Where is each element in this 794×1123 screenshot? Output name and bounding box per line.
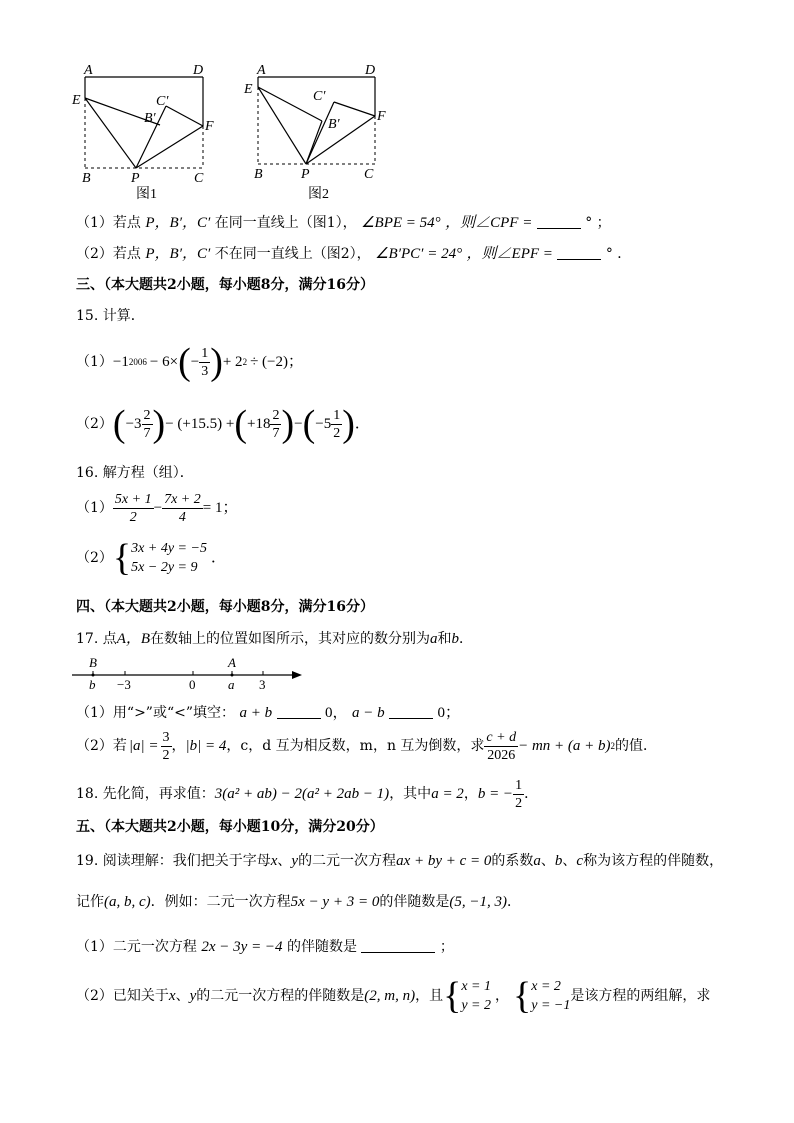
q16-p1-end: = 1； <box>202 500 238 516</box>
q14-p2-answer-blank[interactable] <box>557 245 601 260</box>
q15-p2-mixed1: −3 <box>125 416 142 432</box>
q14-p2-prefix: （2）若点 <box>76 246 141 262</box>
fig1-caption: 图1 <box>136 187 157 202</box>
fig1-label-e: E <box>72 93 81 108</box>
axis-tick-0: 0 <box>189 677 196 692</box>
system-brace-2: { <box>513 975 532 1017</box>
q15-p1-exponent: 2006 <box>128 357 147 367</box>
q14-p2-points: P，B′，C′ <box>145 246 211 262</box>
q17-p2-frac: $\frac{3}{2}$ <box>162 729 170 763</box>
fig2-label-e: E <box>244 82 253 97</box>
fig2-label-d: D <box>365 63 376 78</box>
number-line <box>70 654 310 694</box>
q14-part1 <box>76 214 611 232</box>
q16-p2-end: ． <box>210 550 226 566</box>
axis-point-a-label: A <box>228 655 236 670</box>
q15-p2-frac2: $\frac{2}{7}$ <box>272 407 280 441</box>
q15-p2-frac1: $\frac{2}{7}$ <box>143 407 151 441</box>
section-5-title: 五、（本大题共2小题，每小题10分，满分20分） <box>76 819 384 835</box>
q14-p2-mid: 不在同一直线上（图2）， <box>214 246 371 262</box>
q17-part2: （2）若 |a| = $\frac{3}{2}$ ， |b| = 4 ，c，d 互为相反数，m，n 互为倒数，求 $\frac{c + d}{2026}$ − mn + (a + b) 2 的值． <box>76 729 658 763</box>
fig2-label-a: A <box>257 63 266 78</box>
q14-p2-then: ，则∠EPF = <box>466 246 553 262</box>
q16-p1-minus: − <box>153 500 163 516</box>
fig2-label-c: C <box>364 167 374 182</box>
q15-p1-fraction: $\frac{1}{3}$ <box>201 345 209 379</box>
q15-p2-frac3: $\frac{1}{2}$ <box>333 407 341 441</box>
q15-part1 <box>76 340 303 384</box>
q16-p1-frac1: $\frac{5x + 1}{2}$ <box>114 491 152 525</box>
fig2-label-f: F <box>377 109 386 124</box>
q19-solution-1: x = 1 y = 2 <box>461 979 492 1013</box>
q18: 18. 先化简，再求值： 3(a² + ab) − 2(a² + 2ab − 1) ，其中 a = 2 ， b = − $\frac{1}{2}$ ． <box>76 777 539 811</box>
fig2-label-cprime: C′ <box>313 89 326 104</box>
q16-p1-frac2: $\frac{7x + 2}{4}$ <box>164 491 201 525</box>
fig1-label-p: P <box>131 171 140 186</box>
fig1-label-c: C <box>194 171 204 186</box>
q14-p1-end: ° ； <box>585 215 611 231</box>
axis-tick-neg3: −3 <box>117 677 131 692</box>
right-paren: ) <box>210 341 223 383</box>
geometry-figures <box>60 58 400 208</box>
axis-value-a: a <box>228 677 235 692</box>
fig1-label-b: B <box>82 171 91 186</box>
q15-p1-neg: − <box>190 354 200 370</box>
q16-p2-system <box>131 539 207 577</box>
figure-1 <box>71 63 214 202</box>
q19-line1: 19. 阅读理解：我们把关于字母x、y的二元一次方程ax + by + c = 0的系数a、b、c称为该方程的伴随数， <box>76 853 724 869</box>
q14-p2-cond: ∠B′PC′ = 24° <box>375 246 463 262</box>
axis-value-b: b <box>89 677 96 692</box>
q15-p1-square: 2 <box>242 357 248 367</box>
q19-solution-2: x = 2 y = −1 <box>531 979 571 1013</box>
q15-p2-end: ． <box>354 416 370 432</box>
fig1-label-d: D <box>193 63 204 78</box>
q14-p1-mid: 在同一直线上（图1）， <box>214 215 357 231</box>
q15-p2-mixed2: +18 <box>246 416 271 432</box>
system-brace-1: { <box>443 975 462 1017</box>
fig2-label-bprime: B′ <box>328 117 340 132</box>
q19-line2: 记作(a, b, c)．例如：二元一次方程5x − y + 3 = 0的伴随数是(5, −1, 3)． <box>76 894 521 910</box>
q19-part1: （1）二元一次方程 2x − 3y = −4 的伴随数是 ； <box>76 939 454 955</box>
fig2-label-p: P <box>301 167 310 182</box>
q16-part1 <box>76 488 237 528</box>
fig1-label-a: A <box>84 63 93 78</box>
system-brace: { <box>112 537 132 579</box>
q14-p1-then: ，则∠CPF = <box>445 215 533 231</box>
section-4-title: 四、（本大题共2小题，每小题8分，满分16分） <box>76 599 374 615</box>
q15-p1-term3: + 2 <box>222 354 243 370</box>
q15-p1-term4: ÷ (−2)； <box>250 354 303 370</box>
q14-p1-points: P，B′，C′ <box>145 215 211 231</box>
q17-p1-blank1[interactable] <box>277 704 321 719</box>
q19-p1-blank[interactable] <box>361 938 435 953</box>
q17-title: 17. 点A，B在数轴上的位置如图所示，其对应的数分别为a和b． <box>76 631 474 647</box>
q15-part2: （2） ( −3 $\frac{2}{7}$ ) − (+15.5) + ( +18 $\frac{2}{7}$ ) − ( −5 $\frac{1}{2}$ ) ． <box>76 403 370 445</box>
q14-p1-answer-blank[interactable] <box>537 214 581 229</box>
q15-p2-minus: − <box>294 416 303 432</box>
fig2-label-b: B <box>254 167 263 182</box>
q17-p2-frac2: $\frac{c + d}{2026}$ <box>486 729 517 763</box>
q15-title: 15. 计算． <box>76 308 145 324</box>
q16-p2-eq1: 3x + 4y = −5 <box>131 541 207 556</box>
left-paren: ( <box>178 341 191 383</box>
q16-title: 16. 解方程（组）． <box>76 465 194 481</box>
fig1-label-cprime: C′ <box>156 94 169 109</box>
q15-p1-term2: − 6× <box>149 354 179 370</box>
q16-p2-eq2: 5x − 2y = 9 <box>131 560 198 575</box>
q14-p1-prefix: （1）若点 <box>76 215 141 231</box>
q14-part2 <box>76 245 631 263</box>
fig1-label-f: F <box>205 119 214 134</box>
q17-p1-blank2[interactable] <box>389 704 433 719</box>
fig2-caption: 图2 <box>308 187 329 202</box>
q16-p2-label: （2） <box>76 550 113 566</box>
axis-point-b-label: B <box>89 655 97 670</box>
q15-p2-label: （2） <box>76 416 113 432</box>
q15-p2-mixed3: −5 <box>315 416 332 432</box>
q18-frac: $\frac{1}{2}$ <box>515 777 523 811</box>
q16-p1-label: （1） <box>76 500 113 516</box>
q17-part1: （1）用“>”或“<”填空： a + b 0， a − b 0； <box>76 705 460 721</box>
q15-p1-label: （1） <box>76 354 113 370</box>
figure-2 <box>243 63 386 202</box>
q16-part2 <box>76 536 226 580</box>
q19-part2: （2）已知关于 x 、 y 的二元一次方程的伴随数是 (2, m, n) ，且 { x = 1 y = 2 ， { x = 2 y = −1 是该方程的两组解，求 <box>76 975 711 1017</box>
fig1-label-bprime: B′ <box>144 111 156 126</box>
q15-p1-term1: −1 <box>112 354 129 370</box>
axis-tick-3: 3 <box>259 677 266 692</box>
q14-p2-end: ° ． <box>605 246 632 262</box>
section-3-title: 三、（本大题共2小题，每小题8分，满分16分） <box>76 277 374 293</box>
q15-p2-term2: − (+15.5) + <box>165 416 235 432</box>
q14-p1-cond: ∠BPE = 54° <box>361 215 441 231</box>
